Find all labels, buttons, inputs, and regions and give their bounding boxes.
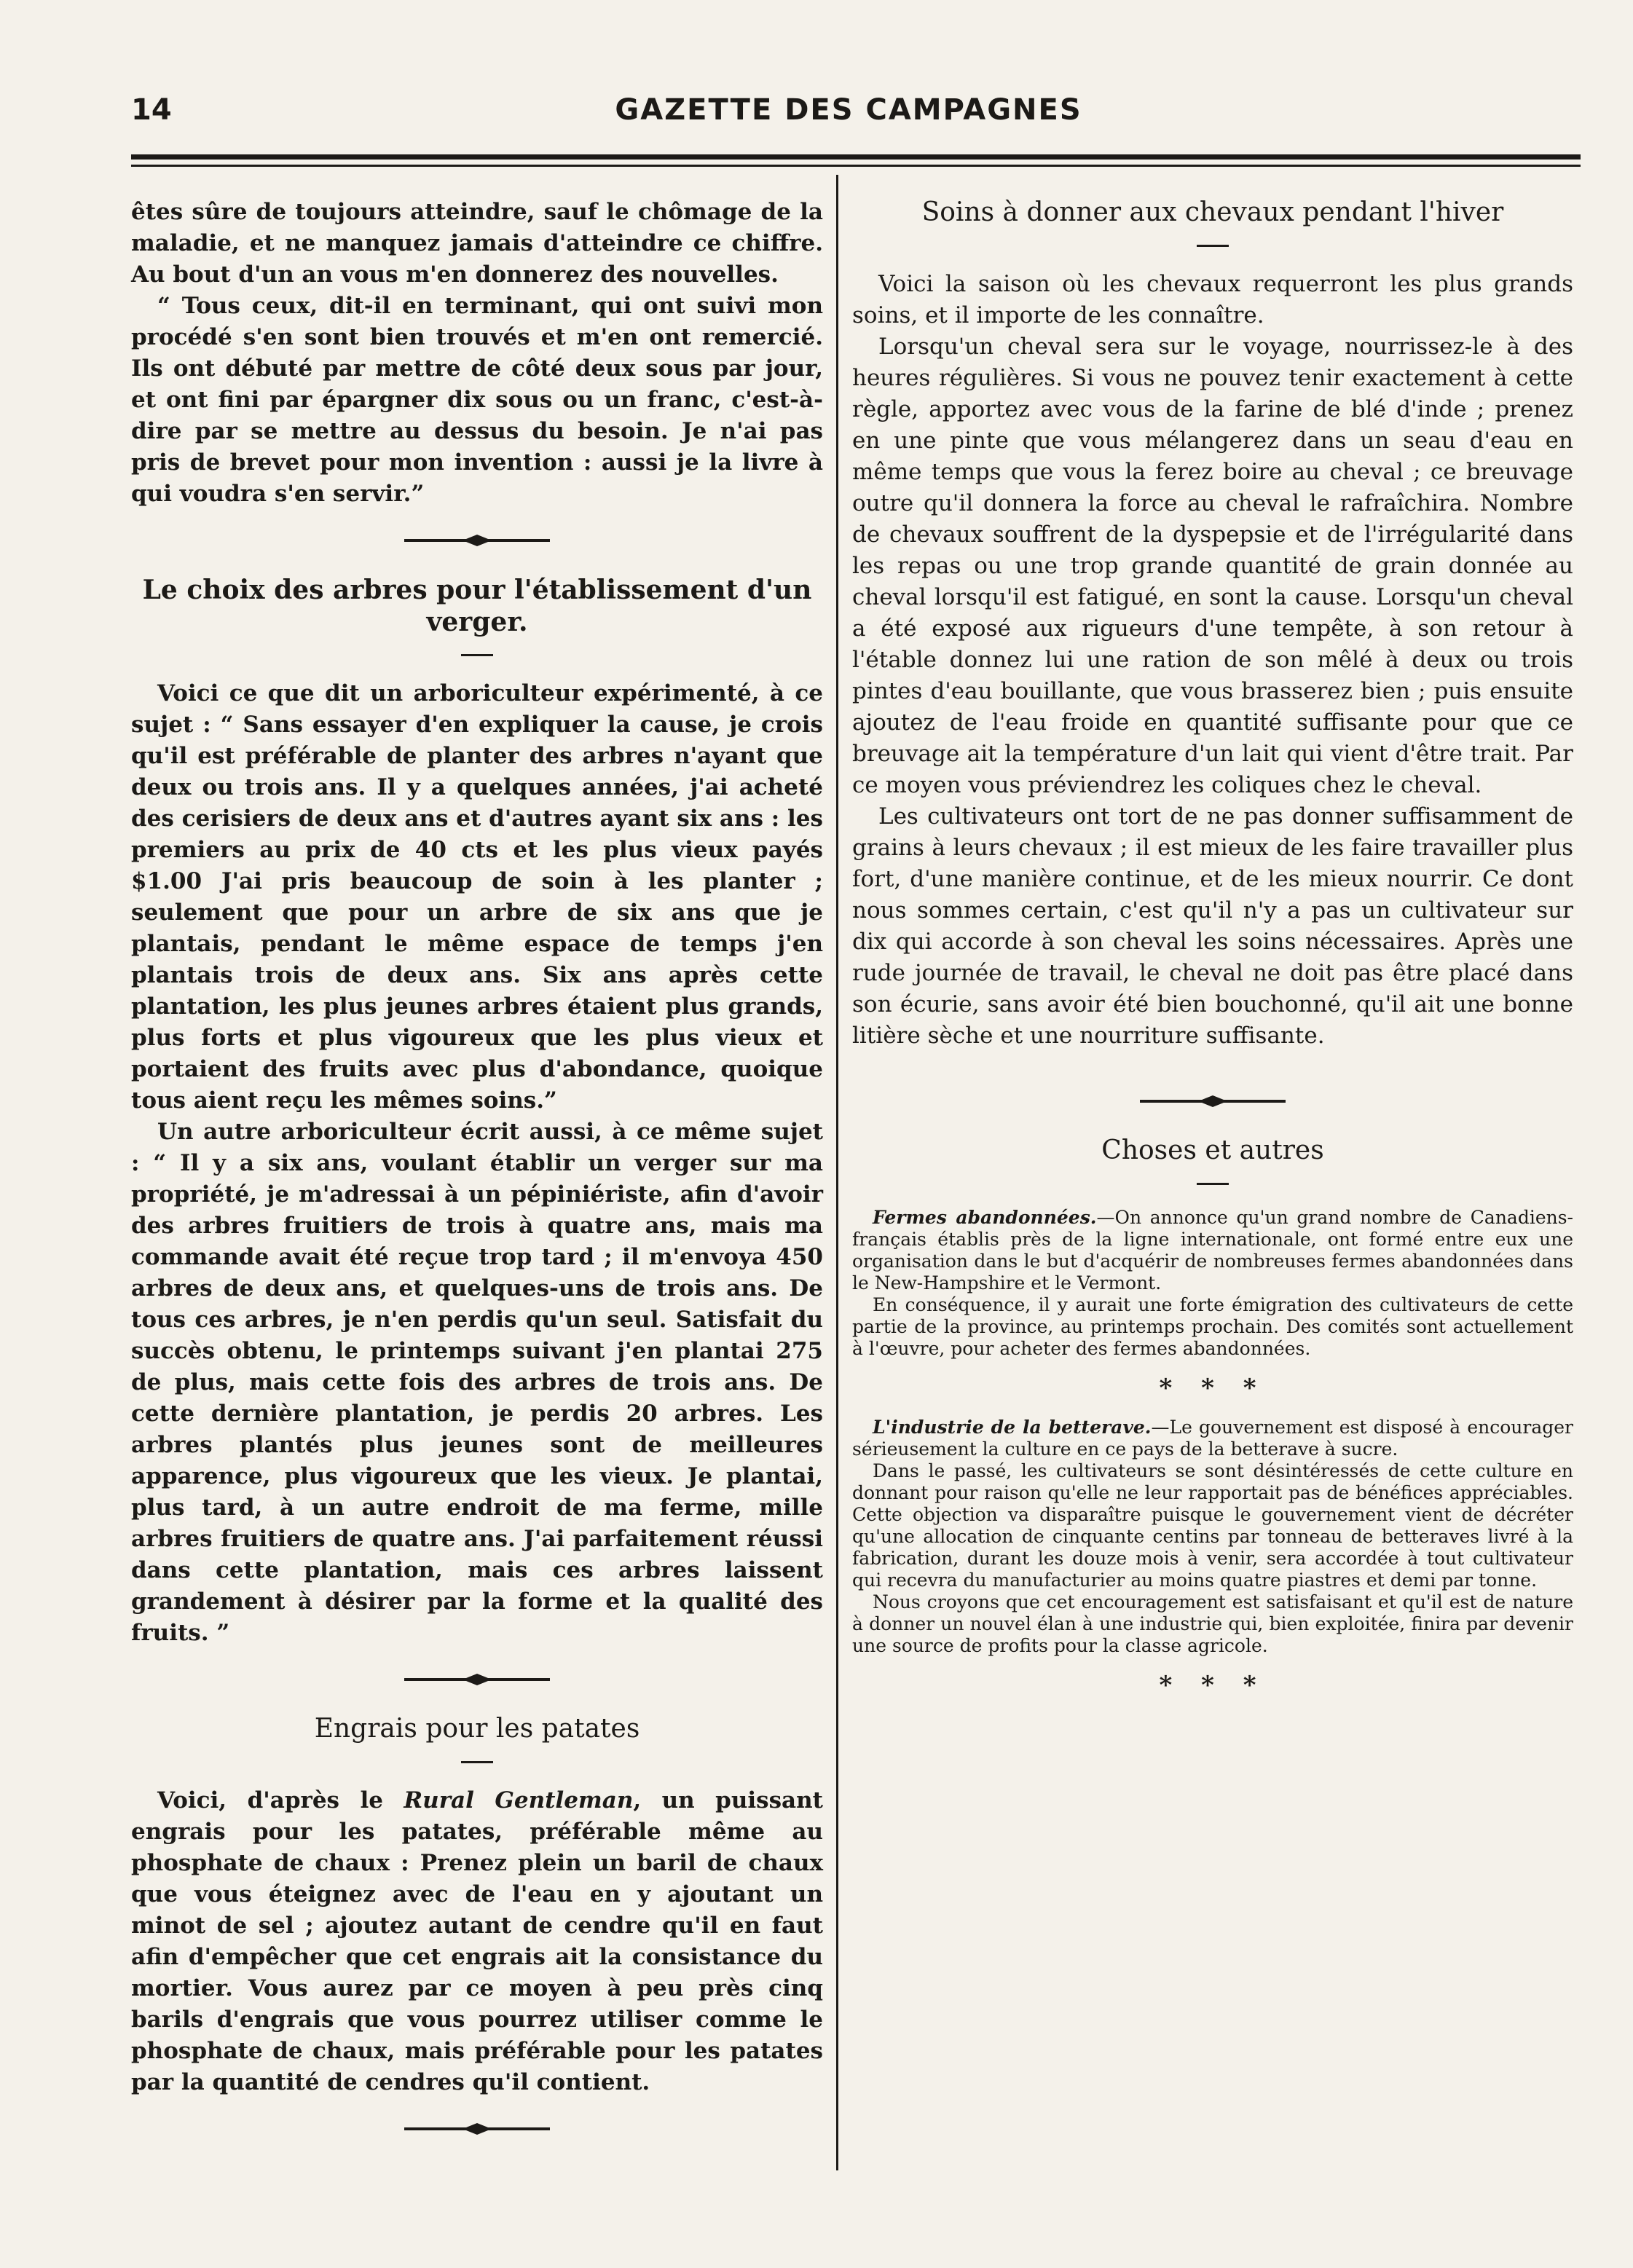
italic-text: Rural Gentleman — [404, 1787, 634, 1814]
title-dash — [461, 654, 493, 656]
paragraph: Voici ce que dit un arboriculteur expérimenté, à ce sujet : “ Sans essayer d'en expliquer la cause, je crois qu'il est préférable de planter des arbres n'ayant que deux ou trois ans. Il y a quelques années, j'ai acheté des cerisiers de deux ans et d'autres ayant six ans : les premiers au prix de 40 cts et les plus vieux payés $1.00 J'ai pris beaucoup de soin à les planter ; seulement que pour un arbre de six ans que je plantais, pendant le même espace de temps j'en plantais trois de deux ans. Six ans après cette plantation, les plus jeunes arbres étaient plus grands, plus forts et plus vigoureux que les plus vieux et portaient des fruits avec plus d'abondance, quoique tous aient reçu les mêmes soins.” — [131, 680, 823, 1114]
article-body — [131, 678, 823, 1649]
article-body — [852, 269, 1573, 1052]
section-ornament — [404, 1674, 550, 1685]
article-title: Choses et autres — [1101, 1135, 1324, 1165]
paragraph: Lorsqu'un cheval sera sur le voyage, nourrissez-le à des heures régulières. Si vous ne pouvez tenir exactement à cette règle, apportez avec vous de la farine de blé d'inde ; prenez en une pinte que vous mélangerez dans un seau d'eau en même temps que vous la ferez boire au cheval ; ce breuvage outre qu'il donnera la force au cheval le rafraîchira. Nombre de chevaux souffrent de la dyspepsie et de l'irrégularité dans les repas ou une trop grande quantité de grain donnée au cheval lorsqu'il est fatigué, en sont la cause. Lorsqu'un cheval a été exposé aux rigueurs d'une tempête, à son retour à l'étable donnez lui une ration de son mêlé à deux ou trois pintes d'eau bouillante, que vous brasserez bien ; puis ensuite ajoutez de l'eau froide en quantité suffisante pour que ce breuvage ait la température d'un lait qui vient d'être trait. Par ce moyen vous préviendrez les coliques chez le cheval. — [852, 334, 1573, 798]
article-horses — [852, 197, 1573, 1052]
journal-title: GAZETTE DES CAMPAGNES — [615, 93, 1082, 127]
article-body — [852, 1207, 1573, 1700]
text-run: Voici, d'après le — [157, 1787, 404, 1814]
paragraph — [852, 1207, 1573, 1294]
paragraph: Nous croyons que cet encouragement est satisfaisant et qu'il est de nature à donner un nouvel élan à une industrie qui, bien exploitée, finira par devenir une source de profits pour la classe agricole. — [852, 1591, 1573, 1656]
text-run: —On annonce qu'un grand nombre de Canadiens-français établis près de la ligne internationale, ont formé entre eux une organisation dans le but d'acquérir de nombreuses fermes abandonnées dans le New-Hampshire et le Vermont. — [852, 1207, 1573, 1294]
text-run: —Le gouvernement est disposé à encourager sérieusement la culture en ce pays de la betterave à sucre. — [852, 1417, 1573, 1460]
page-header — [131, 80, 1566, 138]
page-number: 14 — [131, 93, 172, 127]
article-title: Le choix des arbres pour l'établissement d'un verger. — [142, 575, 812, 637]
article-body — [131, 1785, 823, 2098]
paragraph: En conséquence, il y aurait une forte émigration des cultivateurs de cette partie de la province, au printemps prochain. Des comités sont actuellement à l'œuvre, pour acheter des fermes abandonnées. — [852, 1294, 1573, 1359]
left-column — [131, 197, 823, 2162]
item-lead: L'industrie de la betterave. — [873, 1417, 1152, 1438]
paragraph: êtes sûre de toujours atteindre, sauf le chômage de la maladie, et ne manquez jamais d'atteindre ce chiffre. Au bout d'un an vous m'en donnerez des nouvelles. — [131, 199, 823, 288]
section-ornament — [1140, 1095, 1286, 1107]
asterism: * * * — [1159, 1374, 1267, 1403]
title-dash — [1197, 245, 1229, 247]
item-lead: Fermes abandonnées. — [873, 1207, 1097, 1228]
paragraph: Un autre arboriculteur écrit aussi, à ce même sujet : “ Il y a six ans, voulant établir un verger sur ma propriété, je m'adressai à un pépiniériste, afin d'avoir des arbres fruitiers de trois à quatre ans, mais ma commande avait été reçue trop tard ; il m'envoya 450 arbres de deux ans, et quelques-uns de trois ans. De tous ces arbres, je n'en perdis qu'un seul. Satisfait du succès obtenu, le printemps suivant j'en plantai 275 de plus, mais cette fois des arbres de trois ans. De cette dernière plantation, je perdis 20 arbres. Les arbres plantés plus jeunes sont de meilleures apparence, plus vigoureux que les vieux. Je plantai, plus tard, à un autre endroit de ma ferme, mille arbres fruitiers de quatre ans. J'ai parfaitement réussi dans cette plantation, mais ces arbres laissent grandement à désirer par la forme et la qualité des fruits. ” — [131, 1119, 823, 1646]
article-title: Engrais pour les patates — [314, 1714, 640, 1744]
text-run: , un puissant engrais pour les patates, préférable même au phosphate de chaux : Prenez plein un baril de chaux que vous éteignez avec de l'eau en y ajoutant un minot de sel ; ajoutez autant de cendre qu'il en faut afin d'empêcher que cet engrais ait la consistance du mortier. Vous aurez par ce moyen à peu près cinq barils d'engrais que vous pourrez utiliser comme le phosphate de chaux, mais préférable pour les patates par la quantité de cendres qu'il contient. — [131, 1787, 823, 2095]
right-column — [852, 197, 1573, 1714]
paragraph — [131, 1785, 823, 2098]
paragraph: Les cultivateurs ont tort de ne pas donner suffisamment de grains à leurs chevaux ; il est mieux de les faire travailler plus fort, d'une manière continue, et de les mieux nourrir. Ce dont nous sommes certain, c'est qu'il n'y a pas un cultivateur sur dix qui accorde à son cheval les soins nécessaires. Après une rude journée de travail, le cheval ne doit pas être placé dans son écurie, sans avoir été bien bouchonné, qu'il ait une bonne litière sèche et une nourriture suffisante. — [852, 803, 1573, 1049]
paragraph: Dans le passé, les cultivateurs se sont désintéressés de cette culture en donnant pour raison qu'elle ne leur rapportait pas de bénéfices appréciables. Cette objection va disparaître puisque le gouvernement vient de décréter qu'une allocation de cinquante centins par tonneau de betteraves livré à la fabrication, durant les douze mois à venir, sera accordée à tout cultivateur qui recevra du manufacturier au moins quatre piastres et demi par tonne. — [852, 1460, 1573, 1591]
header-rule-thin — [131, 165, 1581, 167]
article-fertilizer — [131, 1713, 823, 2098]
paragraph — [852, 1417, 1573, 1460]
section-ornament — [404, 535, 550, 546]
section-ornament — [404, 2123, 550, 2135]
continued-article — [131, 197, 823, 510]
article-orchard — [131, 574, 823, 1649]
paragraph: “ Tous ceux, dit-il en terminant, qui ont suivi mon procédé s'en sont bien trouvés et m'en ont remercié. Ils ont débuté par mettre de côté deux sous par jour, et ont fini par épargner dix sous ou un franc, c'est-à-dire par se mettre au dessus du besoin. Je n'ai pas pris de brevet pour mon invention : aussi je la livre à qui voudra s'en servir.” — [131, 293, 823, 507]
article-miscellany — [852, 1135, 1573, 1700]
article-title: Soins à donner aux chevaux pendant l'hiver — [921, 197, 1504, 227]
paragraph: Voici la saison où les chevaux requerront les plus grands soins, et il importe de les connaître. — [852, 271, 1573, 328]
title-dash — [1197, 1183, 1229, 1185]
column-divider — [836, 175, 838, 2170]
title-dash — [461, 1761, 493, 1763]
header-rule-thick — [131, 154, 1581, 160]
asterism: * * * — [1159, 1671, 1267, 1700]
